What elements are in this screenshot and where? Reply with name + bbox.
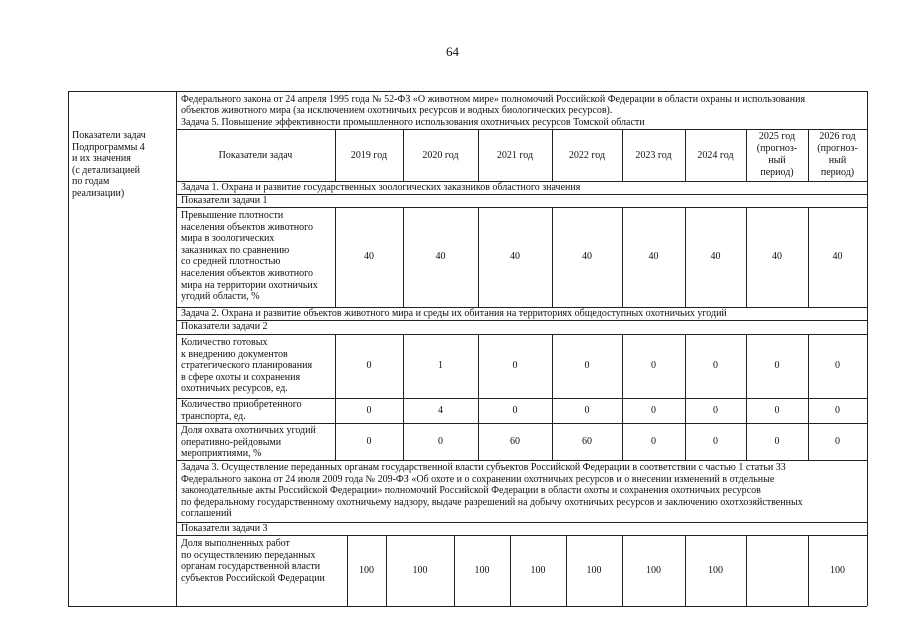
table-rule (176, 460, 867, 461)
header-year: 2024 год (697, 150, 734, 161)
indicator-value: 0 (438, 435, 443, 447)
intro-text: Федерального закона от 24 апреля 1995 года № 52-ФЗ «О животном мире» полномочий Российской Федерации в области охраны и использования (181, 94, 806, 105)
table-rule (176, 207, 867, 208)
table-rule (746, 535, 747, 606)
indicator-value: 40 (832, 251, 843, 262)
indicator-label: органам государственной власти (181, 561, 321, 573)
table-rule (176, 334, 867, 335)
indicator-label: в сфере охоты и сохранения (181, 371, 301, 383)
indicator-label: Превышение плотности (181, 210, 284, 221)
indicator-value: 0 (713, 360, 718, 371)
indicator-label: стратегического планирования (181, 360, 313, 372)
task-title: Задача 1. Охрана и развитие государственных зоологических заказников областного значения (181, 182, 581, 193)
indicator-label: охотничьих ресурсов, ед. (181, 383, 288, 395)
header-year: 2020 год (422, 150, 459, 161)
header-forecast: 2025 год (758, 131, 796, 142)
left-column-label: (с детализацией (72, 164, 141, 176)
header-year: 2023 год (635, 150, 672, 161)
table-rule (176, 606, 867, 607)
indicator-value: 100 (359, 564, 374, 576)
indicator-value: 40 (772, 251, 782, 262)
indicator-label: угодий области, % (181, 291, 260, 303)
task-title: Задача 2. Охрана и развитие объектов животного мира и среды их обитания на территориях общедоступных охотничьих угодий (181, 308, 727, 319)
table-rule (68, 91, 69, 606)
indicator-value: 0 (835, 360, 840, 371)
indicator-label: по осуществлению переданных (181, 549, 316, 561)
header-forecast: период) (820, 167, 855, 178)
indicator-value: 0 (774, 360, 780, 371)
indicator-label: со средней плотностью (181, 256, 281, 268)
task-title: по федеральному государственному охотничьему надзору, выдаче разрешений на добычу охотничьих ресурсов и заключению охотхозяйственных (181, 496, 803, 508)
indicator-label: Доля охвата охотничьих угодий (181, 425, 316, 436)
indicator-value: 100 (708, 564, 723, 576)
left-column-label: по годам (72, 176, 110, 188)
header-forecast: период) (760, 167, 794, 178)
indicator-value: 40 (710, 251, 721, 262)
indicator-label: мероприятиями, % (181, 448, 262, 460)
indicator-value: 0 (366, 404, 372, 416)
left-column-label: Показатели задач (72, 130, 146, 141)
task-title: Задача 3. Осуществление переданных органам государственной власти субъектов Российской Федерации в соответствии с частью 1 статьи 33 (181, 462, 786, 473)
task-subheader: Показатели задачи 2 (181, 321, 268, 332)
indicator-value: 100 (646, 564, 661, 576)
indicator-value: 0 (651, 435, 656, 447)
indicator-value: 40 (648, 251, 659, 262)
indicator-label: оперативно-рейдовыми (181, 436, 282, 448)
header-forecast: (прогноз- (817, 143, 858, 154)
indicator-value: 0 (774, 404, 780, 416)
header-indicator: Показатели задач (218, 150, 293, 161)
table-rule (176, 91, 177, 606)
indicator-value: 0 (835, 435, 840, 447)
indicator-label: мира на территории охотничьих (181, 279, 318, 291)
indicator-label: мира в зоологических (181, 233, 275, 245)
indicator-label: Количество готовых (181, 337, 268, 348)
header-forecast: 2026 год (819, 131, 856, 142)
indicator-value: 0 (512, 360, 518, 371)
indicator-value: 100 (412, 564, 428, 576)
table-rule (176, 129, 867, 130)
indicator-value: 0 (651, 360, 656, 371)
indicator-value: 0 (366, 435, 372, 447)
indicator-value: 100 (474, 564, 490, 576)
header-forecast: ный (828, 155, 847, 166)
indicator-value: 40 (510, 251, 520, 262)
intro-text: Задача 5. Повышение эффективности промышленного использования охотничьих ресурсов Томской области (181, 116, 645, 128)
indicator-label: Доля выполненных работ (181, 538, 290, 549)
indicator-value: 40 (582, 251, 592, 262)
indicator-label: к внедрению документов (181, 348, 288, 360)
indicator-value: 0 (584, 360, 590, 371)
indicator-label: транспорта, ед. (181, 410, 246, 422)
indicator-value: 100 (830, 564, 845, 576)
task-title: соглашений (181, 508, 232, 520)
indicator-value: 40 (364, 251, 374, 262)
indicator-value: 60 (582, 435, 592, 447)
header-forecast: (прогноз- (756, 143, 798, 154)
table-rule (176, 423, 867, 424)
indicator-label: субъектов Российской Федерации (181, 572, 325, 584)
indicator-label: Количество приобретенного (181, 399, 302, 410)
header-year: 2019 год (350, 150, 388, 161)
indicator-value: 0 (512, 404, 518, 416)
indicator-value: 0 (651, 404, 656, 416)
indicator-value: 40 (435, 251, 446, 262)
left-column-label: и их значения (72, 153, 131, 165)
task-subheader: Показатели задачи 3 (181, 523, 268, 534)
indicator-value: 100 (530, 564, 546, 576)
header-year: 2022 год (568, 150, 606, 161)
indicator-value: 4 (438, 404, 443, 416)
indicator-value: 60 (510, 435, 520, 447)
indicator-value: 0 (774, 435, 780, 447)
task-title: Федерального закона от 24 июля 2009 года № 209-ФЗ «Об охоте и о сохранении охотничьих ресурсов и о внесении изменений в отдельные (181, 473, 775, 485)
task-title: законодательные акты Российской Федерации» полномочий Российской Федерации в области охоты и сохранения охотничьих ресурсов (181, 485, 761, 497)
indicator-value: 0 (713, 404, 718, 416)
header-forecast: ный (768, 155, 786, 166)
indicator-value: 1 (438, 360, 443, 371)
indicator-label: населения объектов животного (181, 268, 314, 279)
indicator-value: 0 (713, 435, 718, 447)
indicator-label: населения объектов животного (181, 221, 314, 233)
indicator-value: 0 (584, 404, 590, 416)
intro-text: объектов животного мира (за исключением охотничьих ресурсов и водных биологических ресурсов). (181, 105, 613, 117)
indicator-value: 100 (586, 564, 602, 576)
indicator-value: 0 (366, 360, 372, 371)
left-column-label: реализации) (72, 188, 125, 199)
table-rule (176, 535, 867, 536)
header-year: 2021 год (496, 150, 534, 161)
task-subheader: Показатели задачи 1 (181, 195, 268, 206)
page-number: 64 (446, 44, 459, 59)
indicator-label: заказниках по сравнению (181, 244, 290, 256)
table-rule (867, 91, 868, 606)
left-column-label: Подпрограммы 4 (72, 141, 145, 153)
indicator-value: 0 (835, 404, 840, 416)
table-rule (68, 91, 867, 92)
